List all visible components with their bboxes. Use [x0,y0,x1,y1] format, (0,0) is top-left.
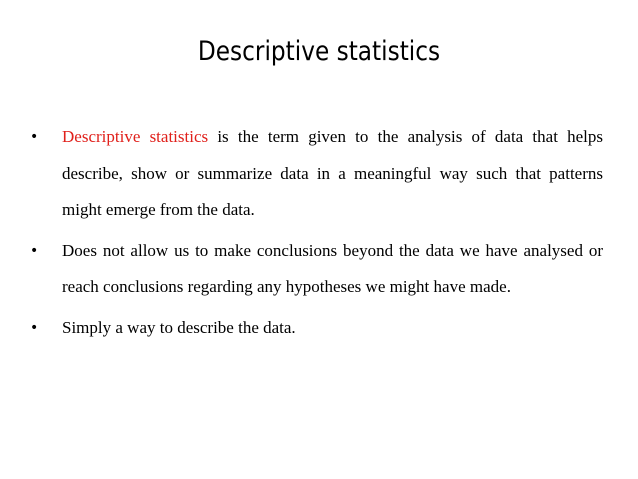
bullet-item [30,310,603,347]
slide-title: Descriptive statistics [197,36,441,67]
bullet-icon: • [30,129,39,145]
bullet-icon: • [30,242,39,259]
bullet-list [30,119,603,350]
bullet-text: Simply a way to describe the data. [62,317,296,337]
bullet-text: Does not allow us to make conclusions beyond the data we have analysed or reach conclusions regarding any hypotheses we might have made. [62,240,603,296]
bullet-item [30,119,603,229]
highlighted-term: Descriptive statistics [62,127,209,146]
bullet-item [30,233,603,306]
bullet-text: is the term given to the analysis of data that helps describe, show or summarize data in a meaningful way such that patterns might emerge from the data. [62,127,603,219]
bullet-icon: • [30,319,39,336]
